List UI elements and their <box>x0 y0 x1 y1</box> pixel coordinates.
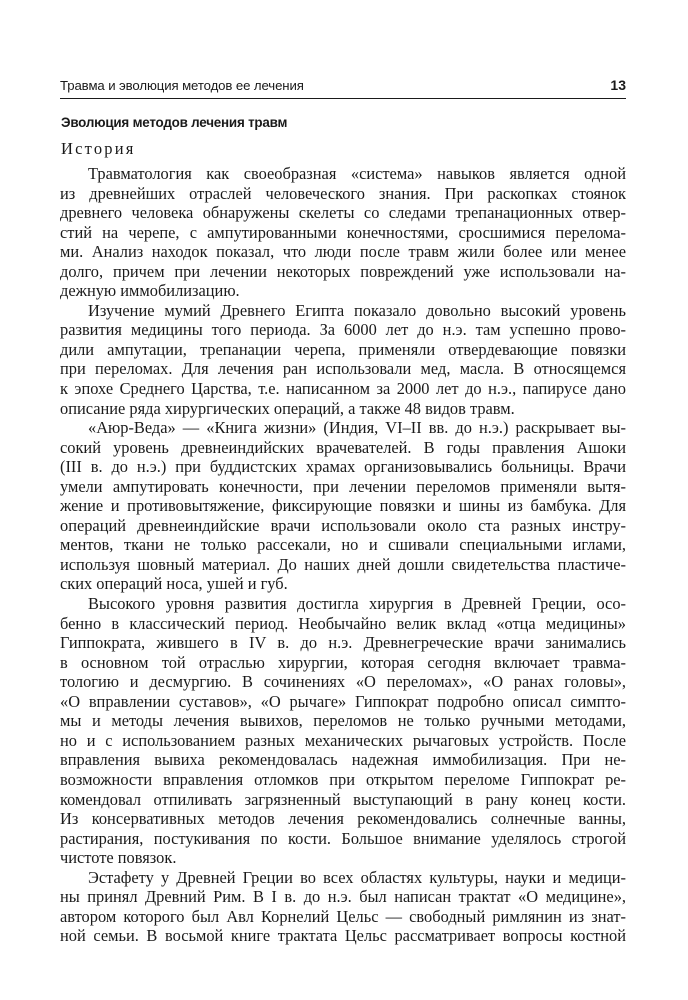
text-line: дили ампутации, трепанации черепа, применяли отвердевающие повязки <box>60 339 626 359</box>
text-line: Травматология как своеобразная «система» навыков является одной <box>88 164 626 183</box>
text-line: при переломах. Для лечения ран использовали мед, масла. В относящемся <box>60 359 626 379</box>
text-line: комендовал отпиливать загрязненный выступающий в рану конец кости. <box>60 789 626 809</box>
text-line: стий на черепе, с ампутированными конечностями, сросшимися перелома- <box>60 222 626 242</box>
text-line: «Аюр-Веда» — «Книга жизни» (Индия, VI–II вв. до н.э.) раскрывает вы- <box>88 418 626 438</box>
body-text <box>60 164 626 946</box>
text-line: древнего человека обнаружены скелеты со следами трепанационных отвер- <box>60 203 626 223</box>
text-line: тологию и десмургию. В сочинениях «О переломах», «О ранах головы», <box>60 672 626 692</box>
text-line: автором которого был Авл Корнелий Цельс — свободный римлянин из знат- <box>60 906 626 926</box>
text-line: возможности вправления отломков при открытом переломе Гиппократ ре- <box>60 769 626 789</box>
section-title: Эволюция методов лечения травм <box>61 115 288 130</box>
text-line: умели ампутировать конечности, при лечении переломов применяли вытя- <box>60 476 626 496</box>
page-number: 13 <box>610 77 626 93</box>
text-line: вправления вывиха рекомендовалась надежная иммобилизация. При не- <box>60 750 626 770</box>
text-line: (III в. до н.э.) при буддистских храмах организовывались больницы. Врачи <box>60 457 626 477</box>
text-line: Высокого уровня развития достигла хирургия в Древней Греции, осо- <box>88 594 626 614</box>
text-line: ментов, ткани не только рассекали, но и сшивали специальными иглами, <box>60 535 626 555</box>
text-line: ны принял Древний Рим. В I в. до н.э. был написан трактат «О медицине», <box>60 887 626 907</box>
subsection-title: История <box>61 139 136 158</box>
text-line: растирания, постукивания по кости. Большое внимание уделялось строгой <box>60 828 626 848</box>
text-line: из древнейших отраслей человеческого знания. При раскопках стоянок <box>60 183 626 203</box>
text-line: долго, причем при лечении некоторых повреждений уже использовали на- <box>60 261 626 281</box>
text-line: сокий уровень древнеиндийских врачевателей. В годы правления Ашоки <box>60 437 626 457</box>
running-title: Травма и эволюция методов ее лечения <box>60 78 304 93</box>
text-line: мы и методы лечения вывихов, переломов не только ручными методами, <box>60 711 626 731</box>
text-line: жение и противовытяжение, фиксирующие повязки и шины из бамбука. Для <box>60 496 626 516</box>
text-line: Изучение мумий Древнего Египта показало довольно высокий уровень <box>88 300 626 320</box>
text-line: к эпохе Среднего Царства, т.е. написанном за 2000 лет до н.э., папирусе дано <box>60 379 626 399</box>
text-line: используя шовный материал. До наших дней дошли свидетельства пластиче- <box>60 554 626 574</box>
text-line: но и с использованием разных механических рычаговых устройств. После <box>60 730 626 750</box>
text-line: описание ряда хирургических операций, а также 48 видов травм. <box>60 398 515 418</box>
text-line: ских операций носа, ушей и губ. <box>60 574 288 594</box>
text-line: развития медицины того периода. За 6000 лет до н.э. там успешно прово- <box>60 320 626 340</box>
text-line: Из консервативных методов лечения рекомендовались солнечные ванны, <box>60 809 626 829</box>
text-line: бенно в классический период. Необычайно велик вклад «отца медицины» <box>60 613 626 633</box>
text-line: «О вправлении суставов», «О рычаге» Гиппократ подробно описал симпто- <box>60 691 626 711</box>
text-line: ной семьи. В восьмой книге трактата Цельс рассматривает вопросы костной <box>60 926 626 946</box>
text-line: в основном той отраслью хирургии, которая сегодня включает травма- <box>60 652 626 672</box>
text-line: ми. Анализ находок показал, что люди после травм жили более или менее <box>60 242 626 262</box>
text-line: операций древнеиндийские врачи использовали около ста разных инстру- <box>60 515 626 535</box>
text-line: чистоте повязок. <box>60 848 177 868</box>
text-line: дежную иммобилизацию. <box>60 281 240 301</box>
text-line: Эстафету у Древней Греции во всех областях культуры, науки и медици- <box>88 867 626 887</box>
running-header <box>60 76 626 99</box>
text-line: Гиппократа, жившего в IV в. до н.э. Древнегреческие врачи занимались <box>60 633 626 653</box>
